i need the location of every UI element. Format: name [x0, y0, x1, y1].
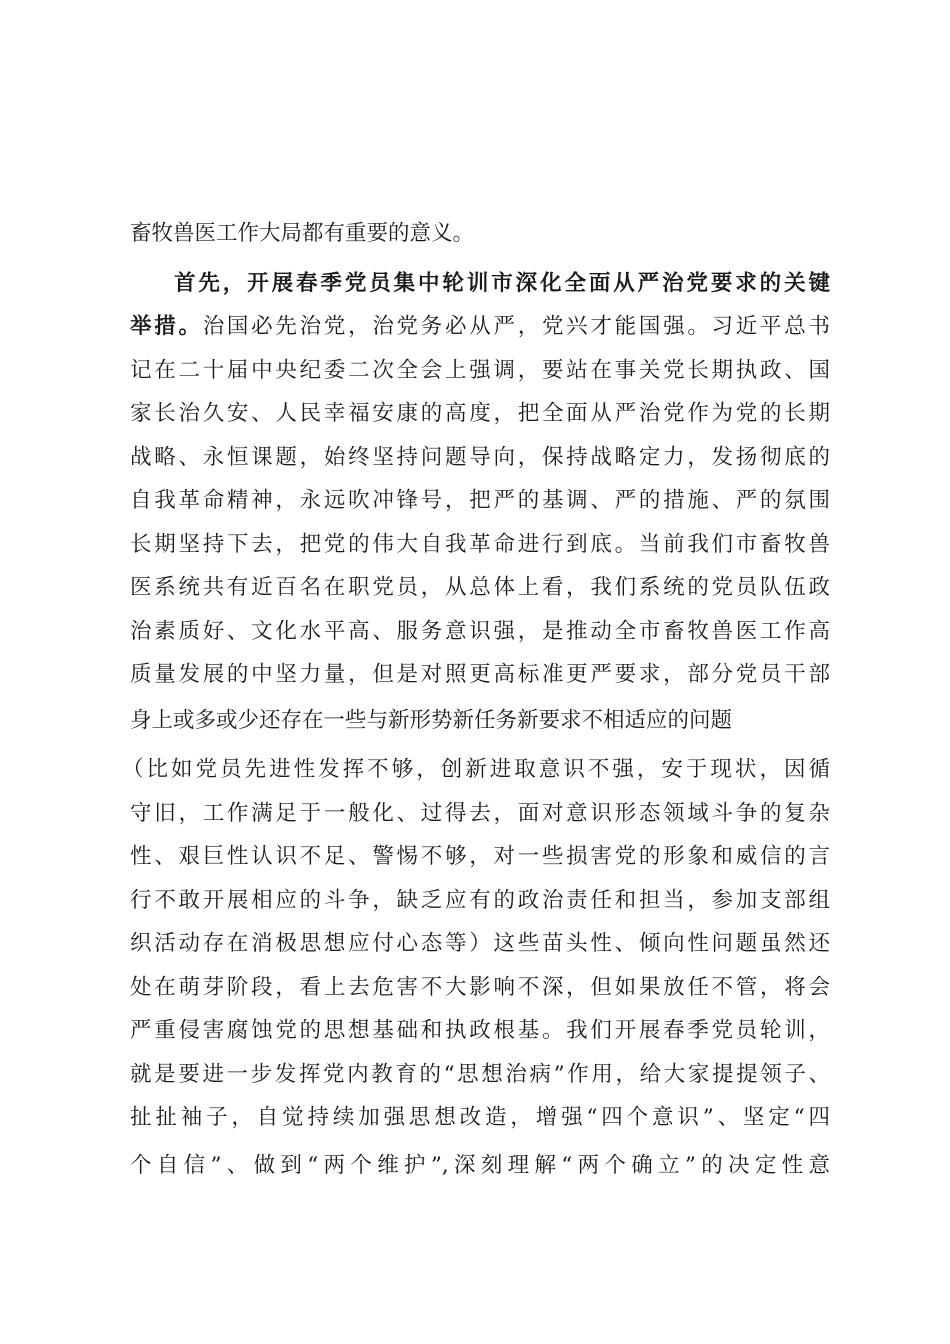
- text-line: [130, 924, 830, 964]
- text-line: [130, 351, 830, 391]
- text-line: [130, 701, 830, 741]
- text-line: [130, 612, 830, 652]
- text-segment: （比如党员先进性发挥不够，创新进取意识不强，安于现状，因循: [122, 757, 830, 782]
- text-segment: 性、艰巨性认识不足、警惕不够，对一些损害党的形象和威信的言: [130, 844, 830, 869]
- text-line: [130, 1098, 830, 1138]
- text-segment: 质量发展的中坚力量，但是对照更高标准更严要求，部分党员干部: [130, 662, 830, 687]
- text-line: [130, 837, 830, 877]
- text-line: [130, 568, 830, 608]
- text-line: [130, 1011, 830, 1051]
- text-line: [130, 394, 830, 434]
- text-line: [122, 750, 830, 790]
- text-segment: 扯扯袖子，自觉持续加强思想改造，增强“四个意识”、坚定“四: [130, 1105, 830, 1130]
- text-line: [130, 794, 830, 834]
- text-line: [130, 655, 830, 695]
- text-segment: 畜牧兽医工作大局都有重要的意义。: [130, 221, 475, 246]
- text-segment: 行不敢开展相应的斗争，缺乏应有的政治责任和担当，参加支部组: [130, 888, 830, 913]
- text-segment: 长期坚持下去，把党的伟大自我革命进行到底。当前我们市畜牧兽: [130, 532, 830, 557]
- bold-heading-text: 首先，开展春季党员集中轮训市深化全面从严治党要求的关键: [174, 271, 830, 296]
- text-line: [130, 968, 830, 1008]
- text-line: [130, 525, 830, 565]
- text-segment: 战略、永恒课题，始终坚持问题导向，保持战略定力，发扬彻底的: [130, 445, 830, 470]
- text-segment: 身上或多或少还存在一些与新形势新任务新要求不相适应的问题: [130, 708, 733, 733]
- text-segment: 自我革命精神，永远吹冲锋号，把严的基调、严的措施、严的氛围: [130, 488, 830, 513]
- text-segment: 守旧，工作满足于一般化、过得去，面对意识形态领域斗争的复杂: [130, 801, 830, 826]
- text-segment: 治素质好、文化水平高、服务意识强，是推动全市畜牧兽医工作高: [130, 619, 830, 644]
- text-segment: 医系统共有近百名在职党员，从总体上看，我们系统的党员队伍政: [130, 575, 830, 600]
- text-segment: 织活动存在消极思想应付心态等）这些苗头性、倾向性问题虽然还: [130, 931, 830, 956]
- text-segment: 个自信”、做到“两个维护”,深刻理解“两个确立”的决定性意: [130, 1153, 830, 1178]
- text-line: [130, 881, 830, 921]
- section-heading-line: [174, 264, 830, 304]
- text-line: [130, 481, 830, 521]
- text-line: [130, 214, 830, 254]
- text-line: [130, 1146, 830, 1186]
- text-segment: 处在萌芽阶段，看上去危害不大影响不深，但如果放任不管，将会: [130, 975, 830, 1000]
- text-line: [130, 1055, 830, 1095]
- bold-heading-text: 举措。: [130, 314, 203, 339]
- text-segment: 就是要进一步发挥党内教育的“思想治病”作用，给大家提提领子、: [130, 1062, 830, 1087]
- text-segment: 治国必先治党，治党务必从严，党兴才能国强。习近平总书: [202, 314, 830, 339]
- text-segment: 记在二十届中央纪委二次全会上强调，要站在事关党长期执政、国: [130, 358, 830, 383]
- text-segment: 严重侵害腐蚀党的思想基础和执政根基。我们开展春季党员轮训，: [130, 1018, 830, 1043]
- text-line: [130, 307, 830, 347]
- text-segment: 家长治久安、人民幸福安康的高度，把全面从严治党作为党的长期: [130, 401, 830, 426]
- text-line: [130, 438, 830, 478]
